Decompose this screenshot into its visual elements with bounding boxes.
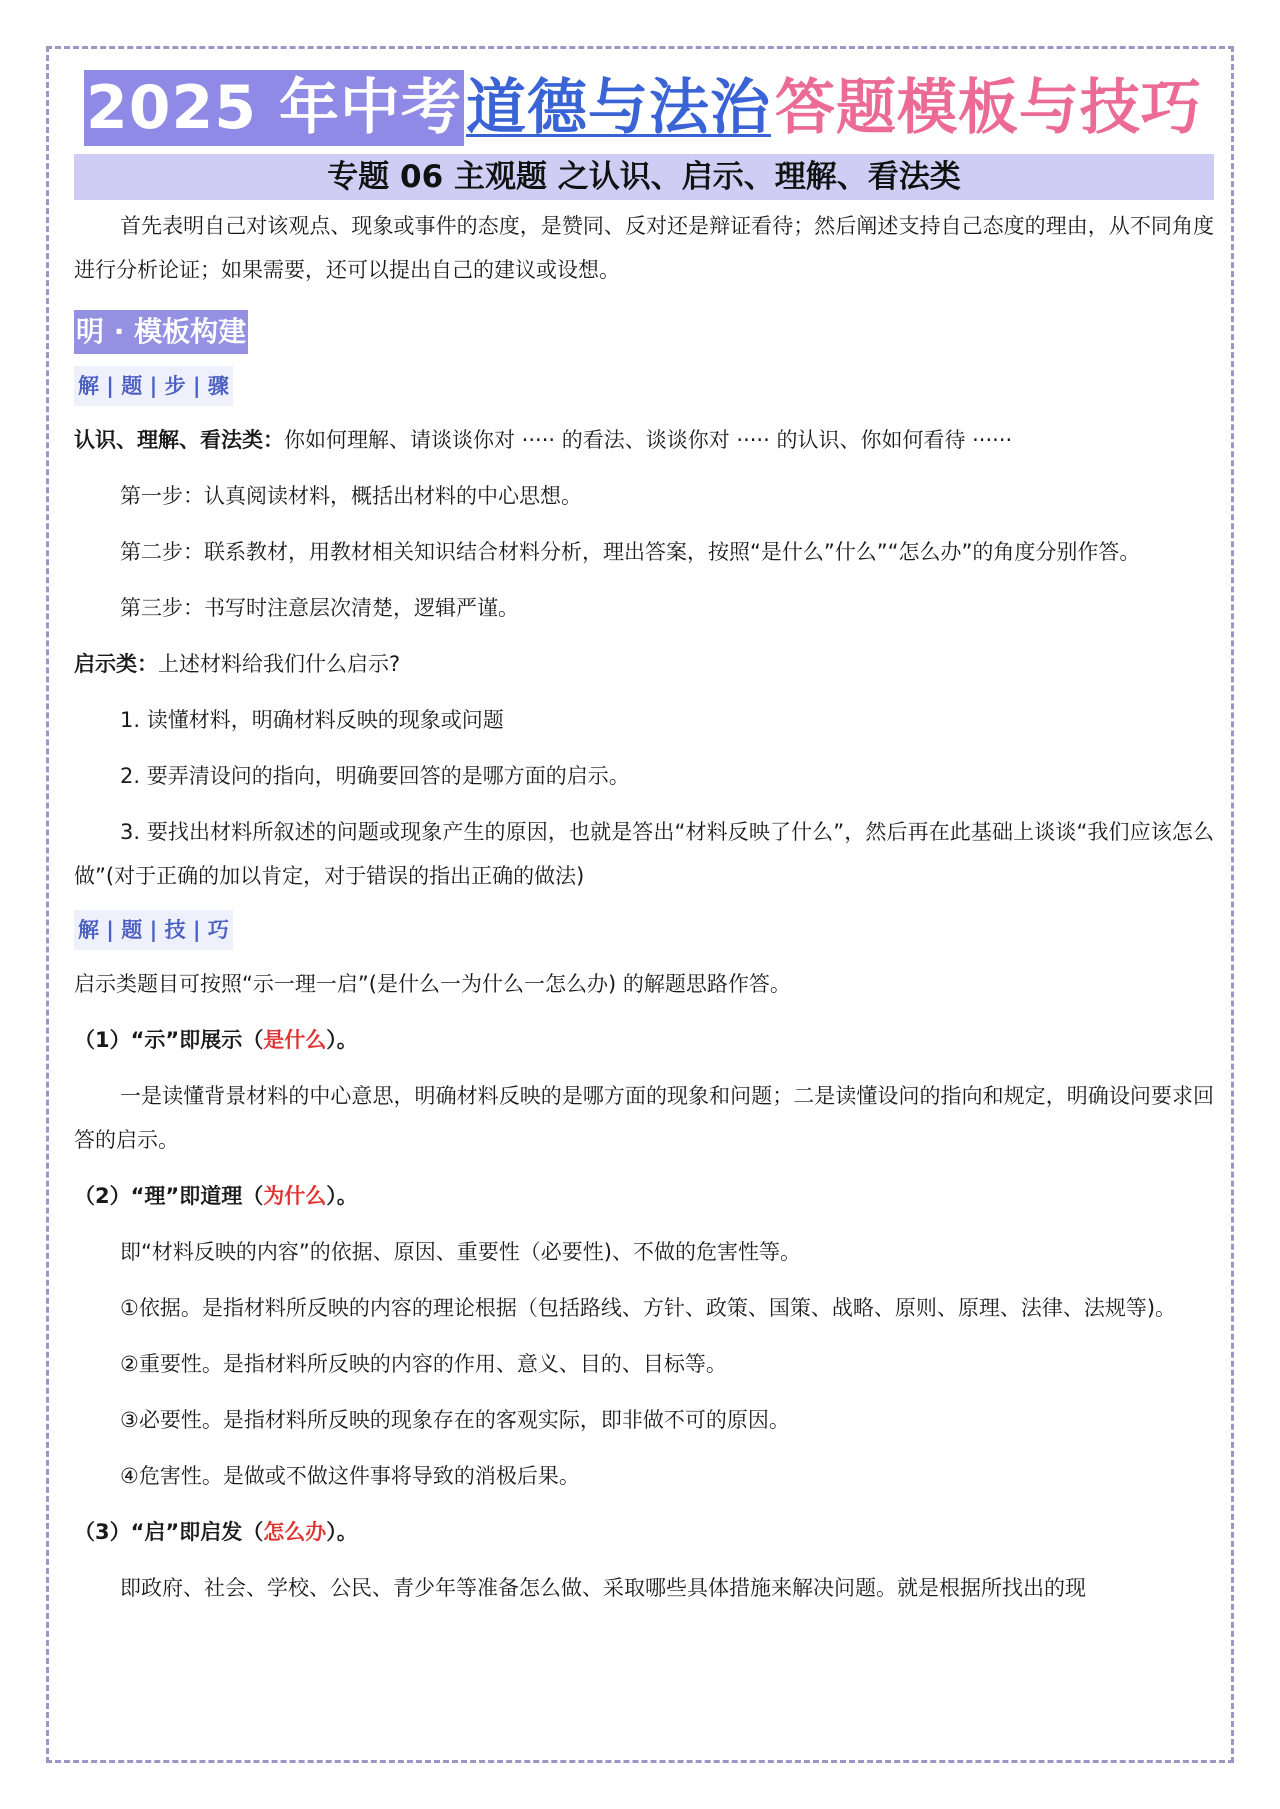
category-inspiration-text: 上述材料给我们什么启示?	[158, 652, 401, 676]
main-title	[74, 70, 1214, 146]
heading-inspire-suffix: ）。	[326, 1520, 358, 1544]
heading-reason-keyword: 为什么	[263, 1184, 327, 1208]
inspire-paragraph: 即政府、社会、学校、公民、青少年等准备怎么做、采取哪些具体措施来解决问题。就是根据所找出的现	[120, 1576, 1086, 1600]
inspiration-item-2: 2. 要弄清设问的指向，明确要回答的是哪方面的启示。	[120, 764, 630, 788]
reason-importance: ②重要性。是指材料所反映的内容的作用、意义、目的、目标等。	[120, 1352, 727, 1376]
show-paragraph: 一是读懂背景材料的中心意思，明确材料反映的是哪方面的现象和问题；二是读懂设问的指向和规定，明确设问要求回答的启示。	[74, 1084, 1214, 1152]
category-inspiration	[74, 642, 1214, 686]
sub-header-skills	[74, 910, 1214, 950]
heading-reason-suffix: ）。	[326, 1184, 358, 1208]
reason-basis: ①依据。是指材料所反映的内容的理论根据（包括路线、方针、政策、国策、战略、原则、原理、法律、法规等)。	[120, 1296, 1177, 1320]
document-body	[74, 70, 1214, 1610]
sub-header-steps-label: 解 | 题 | 步 | 骤	[74, 366, 233, 406]
sub-header-steps	[74, 366, 1214, 406]
inspiration-item-1: 1. 读懂材料，明确材料反映的现象或问题	[120, 708, 504, 732]
step-1: 第一步：认真阅读材料，概括出材料的中心思想。	[120, 484, 582, 508]
category-inspiration-label: 启示类：	[74, 652, 158, 676]
category-understanding-label: 认识、理解、看法类：	[74, 428, 284, 452]
inspiration-item-3: 3. 要找出材料所叙述的问题或现象产生的原因，也就是答出“材料反映了什么”，然后再在此基础上谈谈“我们应该怎么做”(对于正确的加以肯定，对于错误的指出正确的做法)	[74, 820, 1214, 888]
heading-show	[74, 1018, 1214, 1062]
heading-reason-prefix: （2）“理”即道理（	[74, 1184, 264, 1208]
sub-header-skills-label: 解 | 题 | 技 | 巧	[74, 910, 233, 950]
heading-inspire-keyword: 怎么办	[263, 1520, 327, 1544]
title-part-subject: 道德与法治	[465, 73, 771, 143]
category-understanding	[74, 418, 1214, 462]
subtitle-bar: 专题 06 主观题 之认识、启示、理解、看法类	[74, 154, 1214, 200]
section-header-template: 明 · 模板构建	[74, 310, 248, 354]
heading-show-suffix: ）。	[326, 1028, 358, 1052]
title-part-topic: 答题模板与技巧	[774, 73, 1202, 143]
title-part-year: 2025 年中考	[84, 70, 464, 146]
heading-show-keyword: 是什么	[263, 1028, 327, 1052]
skills-intro: 启示类题目可按照“示一理一启”(是什么一为什么一怎么办) 的解题思路作答。	[74, 972, 791, 996]
heading-inspire-prefix: （3）“启”即启发（	[74, 1520, 264, 1544]
intro-paragraph: 首先表明自己对该观点、现象或事件的态度，是赞同、反对还是辩证看待；然后阐述支持自己态度的理由，从不同角度进行分析论证；如果需要，还可以提出自己的建议或设想。	[74, 214, 1214, 282]
step-2: 第二步：联系教材，用教材相关知识结合材料分析，理出答案，按照“是什么”什么”“怎么办”的角度分别作答。	[120, 540, 1141, 564]
heading-show-prefix: （1）“示”即展示（	[74, 1028, 264, 1052]
step-3: 第三步：书写时注意层次清楚，逻辑严谨。	[120, 596, 519, 620]
reason-paragraph: 即“材料反映的内容”的依据、原因、重要性（必要性)、不做的危害性等。	[120, 1240, 801, 1264]
category-understanding-text: 你如何理解、请谈谈你对 ····· 的看法、谈谈你对 ····· 的认识、你如何看待 ······	[284, 428, 1013, 452]
reason-harm: ④危害性。是做或不做这件事将导致的消极后果。	[120, 1464, 580, 1488]
reason-necessity: ③必要性。是指材料所反映的现象存在的客观实际，即非做不可的原因。	[120, 1408, 790, 1432]
heading-reason	[74, 1174, 1214, 1218]
heading-inspire	[74, 1510, 1214, 1554]
